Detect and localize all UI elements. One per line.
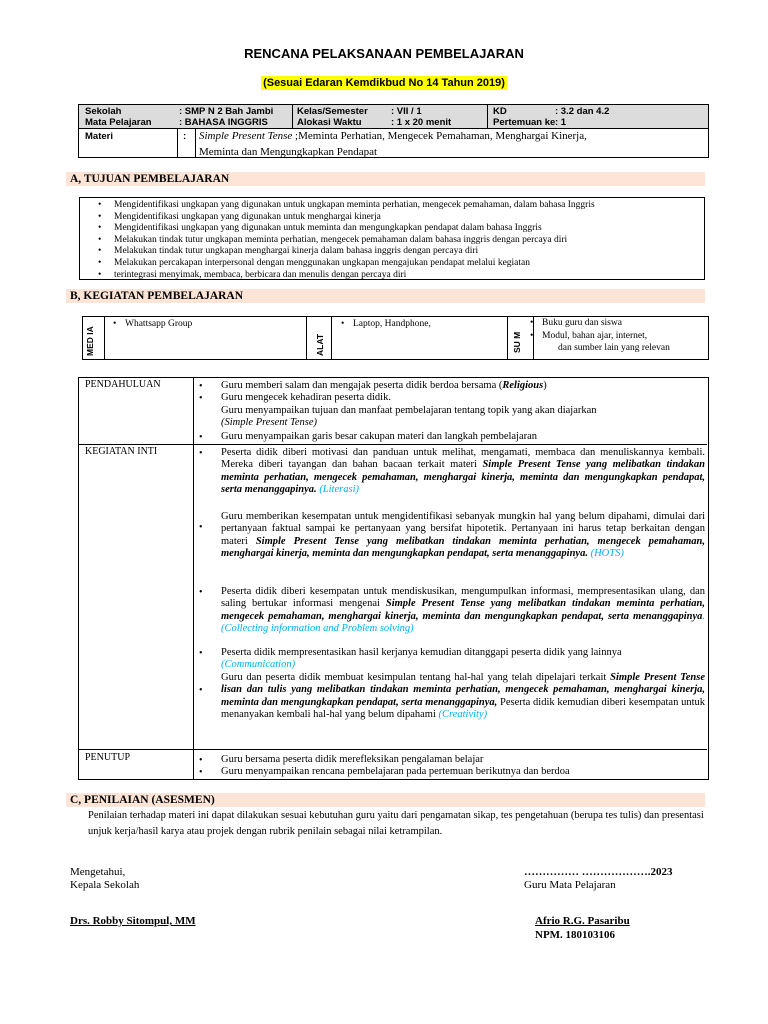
bullet: • [199,767,203,778]
list-item: • Melakukan tindak tutur ungkapan meminta perhatian, mengecek pemahaman dalam bahasa inggris dengan percaya diri [98,235,704,247]
bullet: • [199,685,203,696]
pendahuluan-label: PENDAHULUAN [85,379,161,390]
text: Simple Present Tense yang melibatkan tindakan meminta perhatian, mengecek pemahaman, menghargai kinerja, meminta dan mengungkapkan pendapat, serta menanggapinya. [221,535,706,560]
kegiatan-divider [193,378,194,779]
penutup-label: PENUTUP [85,752,131,763]
text: Simple Present Tense lisan dan tulis yang melibatkan tindakan meminta perhatian, mengecek pemahaman, menghargai kinerja, meminta dan mengungkapkan pendapat, serta menanggapinya, [221,672,705,708]
kegiatan-row-divider [79,444,707,445]
guru-npm: NPM. 180103106 [535,929,616,941]
list-item: • Melakukan percakapan interpersonal dengan menggunakan ungkapan mengajukan pendapat melalui kegiatan [98,258,704,270]
text: (Literasi) [319,484,359,496]
bullet: • [199,381,203,392]
kelas-value: : VII / 1 [391,106,422,117]
mengetahui-text: Mengetahui, [70,866,126,878]
tujuan-list-box [79,197,705,280]
list-item: • Melakukan tindak tutur ungkapan menghargai kinerja dalam bahasa inggris dengan percaya diri [98,246,704,258]
list-item: • Mengidentifikasi ungkapan yang digunakan untuk ungkapan meminta perhatian, mengecek pemahaman, dalam bahasa Inggris [98,200,704,212]
sumber-item: • Modul, bahan ajar, internet, [528,331,647,343]
list-item: • Mengidentifikasi ungkapan yang digunakan untuk menghargai kinerja [98,212,704,224]
materi-value [199,128,699,160]
materi-rest: ;Meminta Perhatian, Mengecek Pemahaman, Menghargai Kinerja, [292,130,587,142]
text: Guru memberi salam dan mengajak peserta didik berdoa bersama ( [221,380,503,391]
media-label: MED IA [85,326,95,356]
text: Peserta didik kemudian diberi kesempatan untuk menanyakan kembali hal-hal yang belum dipahami [221,696,705,721]
materi-divider [195,129,196,158]
media-item: • Whattsapp Group [111,319,192,331]
alokasi-label: Alokasi Waktu [297,117,362,128]
inti-item [221,672,705,722]
pertemuan-value: : 1 [555,117,567,128]
text: Religious [502,380,544,391]
kegiatan-table [78,377,709,780]
page-title: RENCANA PELAKSANAAN PEMBELAJARAN [244,46,524,61]
guru-name: Afrio R.G. Pasaribu [535,915,630,927]
text: Peserta didik diberi kesempatan untuk mendiskusikan, mengumpulkan informasi, mempresentasikan ulang, dan saling bertukar informasi mengenai [221,586,705,610]
text: (Communication) [221,659,296,671]
kegiatan-row-divider [79,749,707,750]
kepala-title: Kepala Sekolah [70,879,140,891]
text: ) [543,380,547,391]
pendahuluan-item [221,405,705,430]
kepala-name: Drs. Robby Sitompul, MM [70,915,196,927]
materi-line2: Meminta dan Mengungkapkan Pendapat [199,146,378,158]
list-item: • terintegrasi menyimak, membaca, berbicara dan menulis dengan percaya diri [98,270,704,282]
guru-title: Guru Mata Pelajaran [524,879,616,891]
bullet: • [199,587,203,598]
bullet: • [199,393,203,404]
section-a-heading: A, TUJUAN PEMBELAJARAN [66,172,705,186]
media-divider [306,317,307,359]
page-subtitle: (Sesuai Edaran Kemdikbud No 14 Tahun 2019) [263,77,505,89]
header-divider [292,105,293,129]
subtitle-wrapper [0,76,768,90]
materi-colon: : [183,131,187,142]
pendahuluan-item: Guru mengecek kehadiran peserta didik. [221,392,391,403]
text: .(Collecting information and Problem solving) [221,610,705,635]
sekolah-label: Sekolah [85,106,122,117]
text: Simple Present Tense yang melibatkan tindakan meminta perhatian, mengecek pemahaman, menghargai kinerja, meminta dan mengungkapkan pendapat, serta menanggapinya [221,598,705,622]
inti-item [221,511,705,561]
penutup-item: Guru bersama peserta didik merefleksikan pengalaman belajar [221,754,484,765]
materi-divider [177,129,178,158]
sumber-label: SU M [512,331,522,353]
bullet: • [199,648,203,659]
alat-label: ALAT [315,333,325,356]
text: Guru menyampaikan tujuan dan manfaat pembelajaran tentang topik yang akan diajarkan [221,405,597,416]
signature-date: …………… ……………….2023 [524,866,673,878]
media-table [82,316,709,360]
mapel-label: Mata Pelajaran [85,117,152,128]
sumber-item-cont: dan sumber lain yang relevan [558,343,670,353]
text: Simple Present Tense yang melibatkan tindakan meminta perhatian, mengecek pemahaman, menghargai kinerja, meminta dan mengungkapkan pendapat, serta menanggapinya. [221,459,706,496]
text: (Simple Present Tense) [221,417,318,429]
kd-label: KD [493,106,507,117]
inti-label: KEGIATAN INTI [85,446,158,457]
inti-item [221,647,705,672]
kelas-label: Kelas/Semester [297,106,368,117]
penilaian-paragraph: Penilaian terhadap materi ini dapat dilakukan sesuai kebutuhan guru yaitu dari pengamatan sikap, tes pengetahuan (berupa tes tulis) dan presentasi unjuk kerja/hasil karya atau projek dengan rubrik penilain sebagai nilai ketrampilan. [88,810,704,837]
inti-item [221,447,705,497]
kd-value: : 3.2 dan 4.2 [555,106,610,117]
sumber-item: • Buku guru dan siswa [528,318,622,330]
header-info-table [78,104,709,158]
list-item: • Mengidentifikasi ungkapan yang digunakan untuk meminta dan mengungkapkan pendapat dalam bahasa Inggris [98,223,704,235]
alat-item: • Laptop, Handphone, [339,319,431,331]
bullet: • [199,448,203,459]
text: Guru memberikan kesempatan untuk mengidentifikasi sebanyak mungkin hal yang belum dipahami, dimulai dari pertanyaan faktual sampai ke pertanyaan yang bersifat hipotetik. Pertanyaan ini harus tetap berkaitan dengan materi [221,511,705,547]
section-c-heading: C, PENILAIAN (ASESMEN) [66,793,705,807]
media-divider [104,317,105,359]
materi-italic: Simple Present Tense [199,130,293,142]
sekolah-value: : SMP N 2 Bah Jambi [179,106,274,117]
media-divider [331,317,332,359]
mapel-value: : BAHASA INGGRIS [179,117,268,128]
text: (HOTS) [590,548,624,560]
tujuan-list [80,198,704,281]
bullet: • [199,432,203,443]
bullet: • [199,522,203,533]
bullet: • [199,755,203,766]
pendahuluan-item: Guru menyampaikan garis besar cakupan materi dan langkah pembelajaran [221,431,538,442]
text: Guru dan peserta didik membuat kesimpulan tentang hal-hal yang telah dipelajari terkait [221,672,611,683]
pendahuluan-item [221,380,705,392]
text: Peserta didik mempresentasikan hasil kerjanya kemudian ditanggapi peserta didik yang lainnya [221,647,622,658]
inti-item [221,586,705,636]
penutup-item: Guru menyampaikan rencana pembelajaran pada pertemuan berikutnya dan berdoa [221,766,570,777]
section-b-heading: B, KEGIATAN PEMBELAJARAN [66,289,705,303]
text: (Creativity) [438,709,488,721]
materi-label: Materi [85,131,113,142]
header-divider [487,105,488,129]
pertemuan-label: Pertemuan ke [493,117,556,128]
text: Peserta didik diberi motivasi dan panduan untuk melihat, mengamati, membaca dan menuliskannya kembali. Mereka diberi tayangan dan bahan bacaan terkait materi [221,447,705,471]
alokasi-value: : 1 x 20 menit [391,117,452,128]
media-divider [507,317,508,359]
